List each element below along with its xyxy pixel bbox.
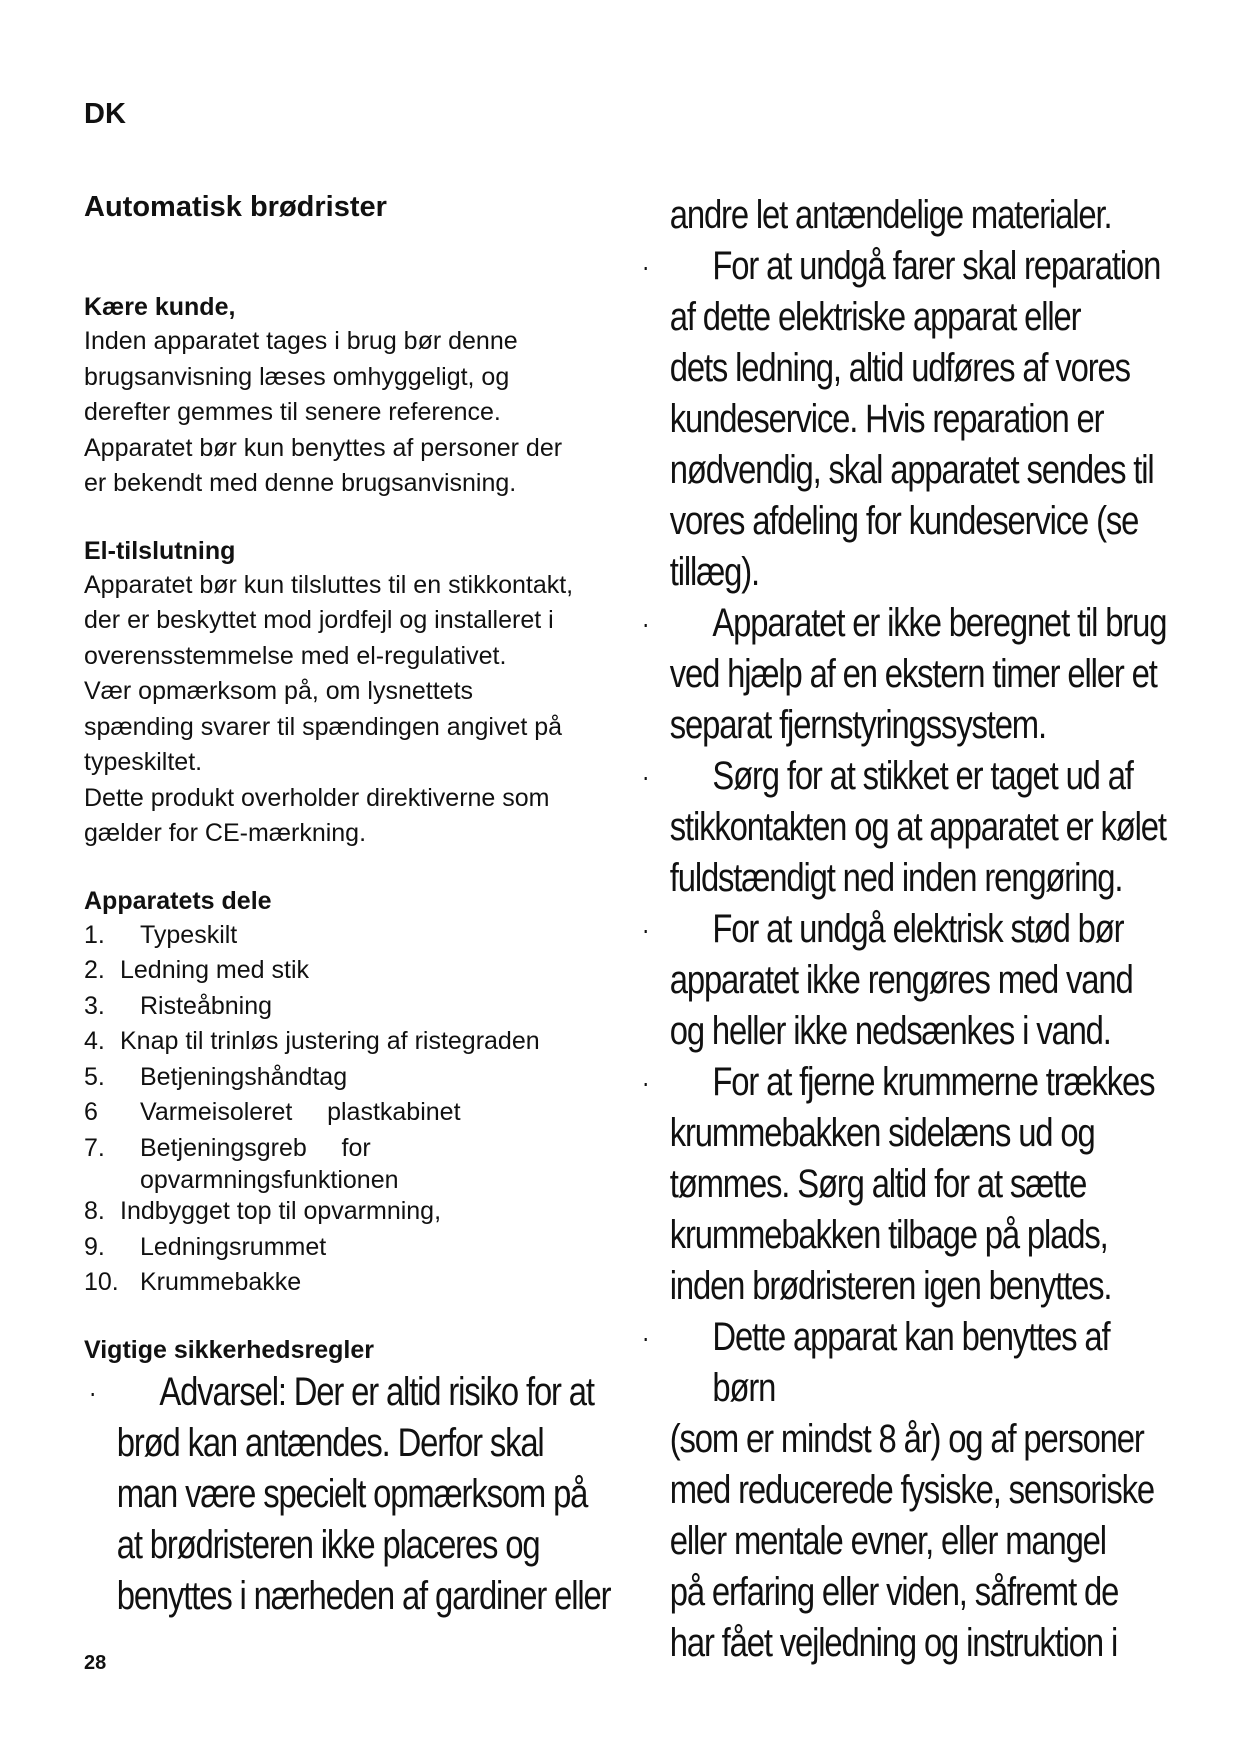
electric-line: Vær opmærksom på, om lysnettets — [84, 677, 474, 705]
bullet-first-line: For at fjerne krummerne trækkes — [712, 1060, 1155, 1104]
language-code: DK — [84, 98, 126, 130]
bullet-line: benyttes i nærheden af gardiner eller — [116, 1573, 611, 1618]
list-item-number: 6 — [84, 1098, 98, 1126]
greeting-line: brugsanvisning læses omhyggeligt, og — [84, 362, 510, 391]
page-title: Automatisk brødrister — [84, 191, 387, 223]
list-item-text: Knap til trinløs justering af ristegraden — [120, 1027, 540, 1055]
bullet-first-line: For at undgå farer skal reparation — [712, 244, 1161, 288]
bullet-dot: · — [641, 251, 649, 282]
bullet-line: vores afdeling for kundeservice (se — [669, 499, 1139, 543]
list-item — [84, 953, 644, 989]
safety-bullet — [641, 598, 1175, 751]
greeting-heading: Kære kunde, — [84, 293, 236, 321]
safety-bullet — [641, 1057, 1175, 1312]
greeting-line: derefter gemmes til senere reference. — [84, 398, 501, 426]
bullet-line: nødvendig, skal apparatet sendes til — [669, 448, 1154, 492]
parts-list — [84, 918, 644, 1301]
safety-bullet — [641, 1312, 1175, 1669]
bullet-dot: · — [641, 608, 649, 639]
bullet-line: med reducerede fysiske, sensoriske — [669, 1468, 1154, 1512]
bullet-line: separat fjernstyringssystem. — [669, 703, 1046, 747]
bullet-line: og heller ikke nedsænkes i vand. — [669, 1009, 1111, 1053]
electric-line: spænding svarer til spændingen angivet på — [84, 712, 563, 741]
bullet-line: krummebakken tilbage på plads, — [669, 1213, 1108, 1257]
list-item — [84, 1024, 644, 1060]
safety-bullet — [641, 751, 1175, 904]
bullet-line: inden brødristeren igen benyttes. — [669, 1264, 1112, 1308]
list-item — [84, 1131, 644, 1167]
bullet-line: ved hjælp af en ekstern timer eller et — [669, 652, 1157, 696]
bullet-line: andre let antændelige materialer. — [669, 193, 1112, 237]
bullet-line: tillæg). — [669, 550, 759, 594]
safety-bullet — [641, 904, 1175, 1057]
list-item-text: opvarmningsfunktionen — [140, 1166, 399, 1194]
list-item — [84, 1265, 644, 1301]
safety-continued — [641, 190, 1175, 1669]
electric-section — [84, 534, 644, 852]
bullet-dot: · — [88, 1376, 96, 1408]
list-item-text: Varmeisoleret plastkabinet — [140, 1098, 461, 1126]
bullet-dot: · — [641, 1067, 649, 1098]
bullet-line: dets ledning, altid udføres af vores — [669, 346, 1130, 390]
list-item-text: Indbygget top til opvarmning, — [120, 1197, 442, 1225]
bullet-first-line: Dette apparat kan benyttes af børn — [712, 1315, 1110, 1410]
bullet-first-line: Apparatet er ikke beregnet til brug — [712, 601, 1167, 645]
list-item-number: 1. — [84, 920, 105, 949]
bullet-line: på erfaring eller viden, såfremt de — [669, 1570, 1119, 1614]
list-item — [84, 1060, 644, 1096]
electric-line: overensstemmelse med el-regulativet. — [84, 641, 507, 670]
list-item-number: 10. — [84, 1268, 119, 1296]
bullet-line: (som er mindst 8 år) og af personer — [669, 1417, 1144, 1461]
list-item-number: 2. — [84, 956, 105, 984]
greeting-line: Inden apparatet tages i brug bør denne — [84, 327, 518, 355]
electric-line: Apparatet bør kun tilsluttes til en stikkontakt, — [84, 570, 574, 599]
list-item — [84, 1166, 644, 1194]
bullet-line: at brødristeren ikke placeres og — [116, 1522, 540, 1567]
bullet-line: af dette elektriske apparat eller — [669, 295, 1081, 339]
list-item — [84, 1194, 644, 1230]
list-item-number: 7. — [84, 1133, 105, 1162]
safety-bullet — [641, 241, 1175, 598]
bullet-dot: · — [641, 1322, 649, 1353]
bullet-line: man være specielt opmærksom på — [116, 1471, 588, 1516]
electric-line: der er beskyttet mod jordfejl og installeret i — [84, 606, 554, 634]
list-item-number: 8. — [84, 1197, 105, 1225]
parts-section — [84, 884, 644, 1301]
parts-heading: Apparatets dele — [84, 886, 272, 915]
greeting-line: Apparatet bør kun benyttes af personer der — [84, 433, 563, 462]
bullet-line: krummebakken sidelæns ud og — [669, 1111, 1095, 1155]
electric-heading: El-tilslutning — [84, 536, 236, 565]
list-item-number: 4. — [84, 1027, 105, 1055]
list-item-text: Krummebakke — [140, 1268, 302, 1296]
list-item — [84, 989, 644, 1025]
bullet-line: har fået vejledning og instruktion i — [669, 1621, 1118, 1665]
bullet-line: brød kan antændes. Derfor skal — [116, 1420, 544, 1465]
safety-heading: Vigtige sikkerhedsregler — [84, 1335, 374, 1364]
list-item-text: Betjeningshåndtag — [140, 1062, 348, 1091]
list-item-text: Typeskilt — [140, 920, 238, 949]
bullet-first-line: Advarsel: Der er altid risiko for at — [159, 1369, 594, 1414]
bullet-line: kundeservice. Hvis reparation er — [669, 397, 1104, 441]
list-item-number: 3. — [84, 991, 105, 1020]
bullet-line: tømmes. Sørg altid for at sætte — [669, 1162, 1087, 1206]
bullet-first-line: Sørg for at stikket er taget ud af — [712, 754, 1133, 798]
bullet-line: eller mentale evner, eller mangel — [669, 1519, 1106, 1563]
left-column — [84, 190, 644, 1622]
list-item — [84, 1095, 644, 1131]
list-item-text: Betjeningsgreb for — [140, 1133, 371, 1162]
right-column — [641, 190, 1175, 1669]
safety-bullet — [88, 1367, 677, 1622]
bullet-line: fuldstændigt ned inden rengøring. — [669, 856, 1123, 900]
list-item-number — [84, 1166, 140, 1194]
electric-line: Dette produkt overholder direktiverne som — [84, 783, 550, 812]
bullet-line: stikkontakten og at apparatet er kølet — [669, 805, 1166, 849]
list-item — [84, 1230, 644, 1266]
list-item-text: Ledning med stik — [120, 956, 310, 984]
list-item-number: 9. — [84, 1232, 105, 1261]
bullet-first-line: For at undgå elektrisk stød bør — [712, 907, 1124, 951]
greeting-section — [84, 290, 644, 502]
page-number: 28 — [84, 1652, 107, 1674]
list-item — [84, 918, 644, 954]
bullet-line: apparatet ikke rengøres med vand — [669, 958, 1133, 1002]
bullet-dot: · — [641, 761, 649, 792]
greeting-line: er bekendt med denne brugsanvisning. — [84, 469, 517, 497]
list-item-text: Risteåbning — [140, 991, 273, 1020]
list-item-text: Ledningsrummet — [140, 1232, 327, 1261]
safety-section — [84, 1333, 644, 1622]
electric-line: typeskiltet. — [84, 748, 203, 776]
electric-line: gælder for CE-mærkning. — [84, 819, 367, 847]
bullet-dot: · — [641, 914, 649, 945]
list-item-number: 5. — [84, 1062, 105, 1091]
